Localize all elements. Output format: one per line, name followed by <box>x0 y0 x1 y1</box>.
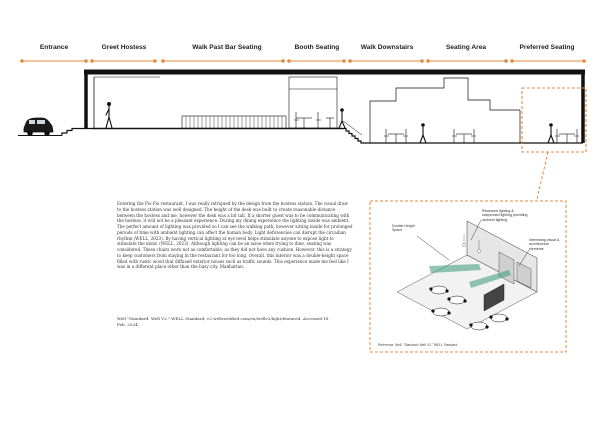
chair <box>447 297 450 300</box>
dining-table <box>431 286 447 294</box>
leader-line <box>417 236 449 260</box>
step-label-preferred-seating: Preferred Seating <box>519 44 575 51</box>
person-icon <box>106 102 112 128</box>
step-label-booth-seating: Booth Seating <box>294 44 340 51</box>
restaurant-section-drawing <box>0 0 609 200</box>
step-label-bar-seating: Walk Past Bar Seating <box>192 44 262 51</box>
callout-connector <box>537 152 548 199</box>
lower-seating <box>384 129 579 143</box>
chair <box>489 315 492 318</box>
narrative-paragraph: Entering the Pio Pio restaurant, I was really intrigued by the design from the hostess station. The visual draw to the hostess station was well designed. The height of the desk was built to create reasonable distance between the hostess and me, however the desk was a bit tall. If a shorter guest was to be communicating with the hostess, it will not be a pleasant experience. During my dining experience the lighting inside was ambient. The perfect amount of lighting was provided so I can see the walking path, however sitting inside for prolonged periods of time with ambient lighting can affect the human body. Light deficiencies can disrupt the circadian rhythm (WELL, 2023). By having vertical lighting at eye level helps stimulate anyone to expose light to stimulate the mind. (WELL, 2023). Although lighting can be an issue when trying to dine, seating was considered. These chairs were not as comfortable, as they did not have any cushion. However, this is a strategy to keep customers from staying in the restaurant for too long. Overall, this interior was a double-height space filled with rustic wood that diffused exterior noises such as traffic sounds. This experience made me feel like I was in a different place other than the busy city, Manhattan. <box>117 201 353 270</box>
pendant-light <box>462 243 465 246</box>
chair <box>469 323 472 326</box>
chair <box>431 309 434 312</box>
chair <box>463 299 466 302</box>
pendant-light <box>477 249 480 252</box>
chair <box>447 311 450 314</box>
chair <box>485 325 488 328</box>
person-icon <box>339 108 345 128</box>
callout-double-height: Double Height Space <box>392 224 415 233</box>
dining-table <box>491 314 507 322</box>
car-icon <box>24 118 53 135</box>
callout-interesting-elements: Interesting visual & architectural elements <box>529 238 560 251</box>
dining-table <box>471 322 487 330</box>
isometric-illustration <box>369 200 567 353</box>
bar-counter <box>182 116 286 128</box>
step-label-walk-downstairs: Walk Downstairs <box>360 44 414 51</box>
inset-reference: Reference: Well. "Standard: Well V2." WELL Standard. <box>378 343 458 347</box>
step-label-entrance: Entrance <box>39 44 69 51</box>
inset-isometric <box>369 200 567 353</box>
chair <box>429 287 432 290</box>
person-icon <box>420 123 426 143</box>
dining-table <box>433 308 449 316</box>
step-label-greet-hostess: Greet Hostess <box>101 44 147 51</box>
booth-seating <box>294 112 334 128</box>
chair <box>445 289 448 292</box>
chair <box>505 317 508 320</box>
dining-table <box>449 296 465 304</box>
step-label-seating-area: Seating Area <box>445 44 487 51</box>
callout-recessed-lighting: Recessed lighting & suspended lighting providing ambient lighting <box>482 209 528 222</box>
person-icon <box>548 123 554 143</box>
citation: Well "Standard: Well V2." WELL Standard, v2.wellcertified.com/en/wellv2/light/feature4. Accessed 18 Feb. 2024. <box>117 316 329 327</box>
